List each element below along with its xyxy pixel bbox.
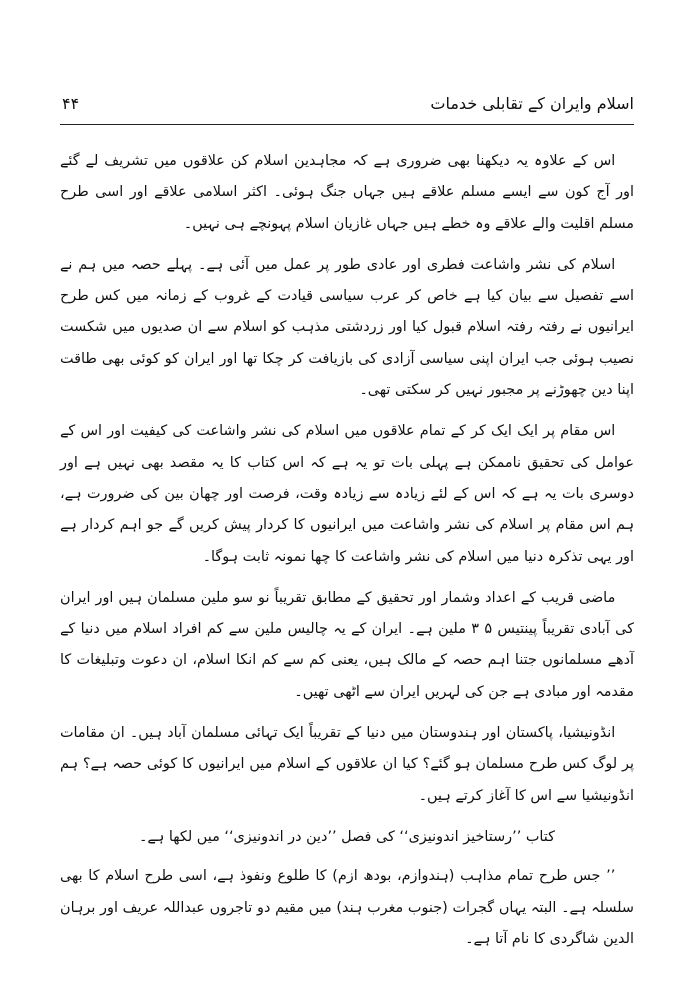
paragraph-4: ماضی قریب کے اعداد وشمار اور تحقیق کے مطابق تقریباً نو سو ملین مسلمان ہیں اور ایران کی آبادی تقریباً پینتیس ۵ ۳ ملین ہے۔ ایران کے یہ چالیس ملین سے کم افراد اسلام میں دنیا کے آدھے مسلمانوں جتنا اہم حصہ کے مالک ہیں، یعنی کم سے کم انکا اسلام، ان دعوت وتبلیغات کا مقدمہ اور مبادی ہے جن کی لہریں ایران سے اٹھی تھیں۔ — [60, 589, 634, 700]
paragraph-3: اس مقام پر ایک ایک کر کے تمام علاقوں میں اسلام کی نشر واشاعت کی کیفیت اور اس کے عوامل کی تحقیق ناممکن ہے پہلی بات تو یہ ہے کہ اس کتاب کا یہ مقصد بھی نہیں ہے اور دوسری بات یہ ہے کہ اس کے لئے زیادہ سے زیادہ وقت، فرصت اور چھان بین کی ضرورت ہے، ہم اس مقام پر اسلام کی نشر واشاعت میں ایرانیوں کا کردار پیش کریں گے جو اہم کردار ہے اور یہی تذکرہ دنیا میں اسلام کی نشر واشاعت کا چھا نمونہ ثابت ہوگا۔ — [60, 423, 634, 565]
paragraph-6: کتاب ’’رستاخیز اندونیزی‘‘ کی فصل ’’دین در اندونیزی‘‘ میں لکھا ہے۔ — [139, 828, 555, 845]
paragraph-7: ’’ جس طرح تمام مذاہب (ہندوازم، بودھ ازم) کا طلوع ونفوذ ہے، اسی طرح اسلام کا بھی سلسلہ ہے۔ البتہ یہاں گجرات (جنوب مغرب ہند) میں مقیم دو تاجروں عبداللہ عریف اور برہان الدین شاگردی کا نام آتا ہے۔ — [60, 868, 634, 947]
paragraph-5: انڈونیشیا، پاکستان اور ہندوستان میں دنیا کے تقریباً ایک تہائی مسلمان آباد ہیں۔ ان مقامات پر لوگ کس طرح مسلمان ہو گئے؟ کیا ان علاقوں کے اسلام میں ایرانیوں کا کوئی حصہ ہے؟ ہم انڈونیشیا سے اس کا آغاز کرتے ہیں۔ — [60, 725, 634, 804]
running-header — [60, 93, 634, 119]
header-title: اسلام وایران کے تقابلی خدمات — [430, 94, 634, 113]
header-rule — [60, 124, 634, 125]
page-number: ۴۴ — [62, 94, 80, 113]
paragraph-2: اسلام کی نشر واشاعت فطری اور عادی طور پر عمل میں آئی ہے۔ پہلے حصہ میں ہم نے اسے تفصیل سے بیان کیا ہے خاص کر عرب سیاسی قیادت کے غروب کے زمانہ میں کس طرح ایرانیوں نے رفتہ رفتہ اسلام قبول کیا اور زردشتی مذہب کو اسلام سے ان صدیوں میں شکست نصیب ہوئی جب ایران اپنی سیاسی آزادی کی بازیافت کر چکا تھا اور ایران کو کوئی بھی طاقت اپنا دین چھوڑنے پر مجبور نہیں کر سکتی تھی۔ — [60, 256, 634, 399]
body-text — [60, 146, 634, 961]
paragraph-1: اس کے علاوہ یہ دیکھنا بھی ضروری ہے کہ مجاہدین اسلام کن علاقوں میں تشریف لے گئے اور آج کون سے ایسے مسلم علاقے ہیں جہاں جنگ ہوئی۔ اکثر اسلامی علاقے اور اسی طرح مسلم اقلیت والے علاقے وہ خطے ہیں جہاں غازیان اسلام پہونچے ہی نہیں۔ — [60, 153, 634, 232]
